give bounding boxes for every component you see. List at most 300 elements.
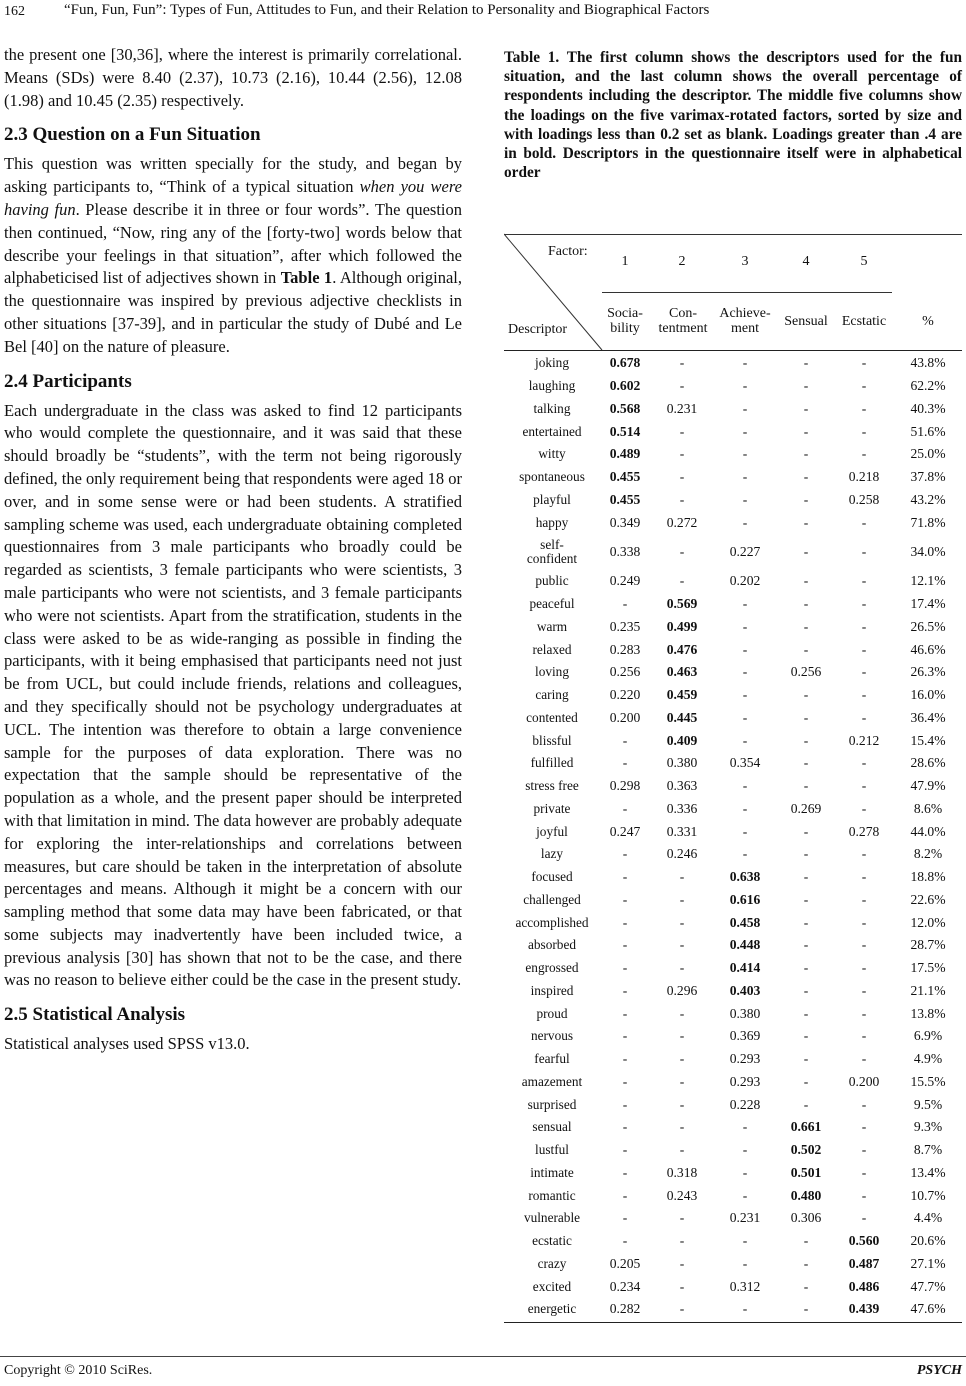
loading-cell-factor-2: 0.243 bbox=[666, 1187, 698, 1203]
percent-cell: 51.6% bbox=[910, 423, 946, 439]
percent-cell: 46.6% bbox=[910, 641, 946, 657]
descriptor-cell: peaceful bbox=[529, 596, 575, 612]
descriptor-cell: romantic bbox=[528, 1187, 576, 1203]
factor-name-contentment: Con- tentment bbox=[658, 306, 708, 336]
journal-name: PSYCH bbox=[916, 1363, 962, 1378]
loading-cell-factor-1: 0.282 bbox=[609, 1301, 641, 1317]
loading-cell-factor-3: 0.616 bbox=[729, 891, 761, 907]
table-row bbox=[504, 980, 962, 1003]
loading-cell-factor-5: - bbox=[861, 1096, 867, 1112]
loading-cell-factor-5: 0.258 bbox=[848, 491, 880, 507]
loading-cell-factor-2: - bbox=[679, 573, 685, 589]
table-row bbox=[504, 934, 962, 957]
percent-cell: 9.5% bbox=[913, 1096, 943, 1112]
percent-cell: 47.6% bbox=[910, 1301, 946, 1317]
loading-cell-factor-2: 0.499 bbox=[666, 618, 698, 634]
loading-cell-factor-5: - bbox=[861, 914, 867, 930]
loading-cell-factor-5: - bbox=[861, 664, 867, 680]
loading-cell-factor-2: 0.318 bbox=[666, 1164, 698, 1180]
percent-cell: 12.0% bbox=[910, 914, 946, 930]
descriptor-cell: entertained bbox=[522, 423, 582, 439]
factor-loadings-table bbox=[504, 228, 962, 1324]
loading-cell-factor-5: - bbox=[861, 778, 867, 794]
table-caption-block bbox=[504, 48, 962, 182]
loading-cell-factor-1: 0.235 bbox=[609, 618, 641, 634]
factor-name-sociability: Socia- bility bbox=[607, 306, 643, 336]
percent-cell: 8.2% bbox=[913, 846, 943, 862]
loading-cell-factor-2: - bbox=[679, 1233, 685, 1249]
loading-cell-factor-5: - bbox=[861, 446, 867, 462]
loading-cell-factor-1: 0.220 bbox=[609, 687, 641, 703]
loading-cell-factor-1: 0.514 bbox=[609, 423, 641, 439]
descriptor-cell: spontaneous bbox=[519, 469, 585, 485]
factor-name-sensual: Sensual bbox=[784, 314, 828, 329]
loading-cell-factor-4: - bbox=[803, 891, 809, 907]
loading-cell-factor-2: 0.459 bbox=[666, 687, 698, 703]
loading-cell-factor-4: - bbox=[803, 1028, 809, 1044]
percent-cell: 26.5% bbox=[910, 618, 946, 634]
table-row bbox=[504, 957, 962, 980]
loading-cell-factor-2: 0.331 bbox=[666, 823, 698, 839]
descriptor-cell: challenged bbox=[523, 891, 581, 907]
loading-cell-factor-3: - bbox=[742, 618, 748, 634]
table-row bbox=[504, 420, 962, 443]
loading-cell-factor-2: - bbox=[679, 1210, 685, 1226]
loading-cell-factor-1: - bbox=[622, 1187, 628, 1203]
loading-cell-factor-1: - bbox=[622, 755, 628, 771]
loading-cell-factor-1: - bbox=[622, 596, 628, 612]
loading-cell-factor-4: - bbox=[803, 469, 809, 485]
descriptor-cell: public bbox=[535, 573, 569, 589]
section-2-3-text-b: . Please describe it in three or four words”. The question then continued, “Now, ring any of the [forty-two] words below that describe your feelings in that situation”, after which followed the alphabeticised list of adjectives shown in bbox=[4, 199, 462, 288]
percent-cell: 44.0% bbox=[910, 823, 946, 839]
table-row bbox=[504, 352, 962, 375]
loading-cell-factor-2: - bbox=[679, 423, 685, 439]
loading-cell-factor-1: 0.602 bbox=[609, 378, 641, 394]
loading-cell-factor-2: - bbox=[679, 1255, 685, 1271]
page-number: 162 bbox=[4, 4, 25, 19]
loading-cell-factor-4: - bbox=[803, 573, 809, 589]
descriptor-cell: crazy bbox=[537, 1255, 567, 1271]
loading-cell-factor-5: - bbox=[861, 1142, 867, 1158]
table-row bbox=[504, 1298, 962, 1321]
loading-cell-factor-1: 0.678 bbox=[609, 355, 641, 371]
loading-cell-factor-3: - bbox=[742, 1187, 748, 1203]
loading-cell-factor-1: - bbox=[622, 869, 628, 885]
loading-cell-factor-5: - bbox=[861, 937, 867, 953]
descriptor-cell: laughing bbox=[528, 378, 576, 394]
loading-cell-factor-3: - bbox=[742, 800, 748, 816]
percent-cell: 22.6% bbox=[910, 891, 946, 907]
descriptor-cell: warm bbox=[536, 618, 568, 634]
loading-cell-factor-5: - bbox=[861, 687, 867, 703]
table-row bbox=[504, 375, 962, 398]
loading-cell-factor-1: - bbox=[622, 914, 628, 930]
header-bottom-rule bbox=[504, 350, 962, 351]
loading-cell-factor-5: - bbox=[861, 1164, 867, 1180]
loading-cell-factor-3: - bbox=[742, 1142, 748, 1158]
table-row bbox=[504, 1253, 962, 1276]
loading-cell-factor-2: - bbox=[679, 446, 685, 462]
table-row bbox=[504, 1071, 962, 1094]
loading-cell-factor-3: - bbox=[742, 1255, 748, 1271]
loading-cell-factor-4: - bbox=[803, 1301, 809, 1317]
loading-cell-factor-3: - bbox=[742, 469, 748, 485]
loading-cell-factor-3: - bbox=[742, 400, 748, 416]
table-row bbox=[504, 1275, 962, 1298]
percent-cell: 9.3% bbox=[913, 1119, 943, 1135]
descriptor-cell: vulnerable bbox=[523, 1210, 581, 1226]
descriptor-cell: witty bbox=[538, 446, 566, 462]
loading-cell-factor-5: - bbox=[861, 1051, 867, 1067]
loading-cell-factor-4: - bbox=[803, 1051, 809, 1067]
header-mid-rule bbox=[602, 292, 892, 293]
loading-cell-factor-3: 0.231 bbox=[729, 1210, 761, 1226]
loading-cell-factor-4: - bbox=[803, 491, 809, 507]
copyright: Copyright © 2010 SciRes. bbox=[4, 1363, 153, 1378]
percent-cell: 40.3% bbox=[910, 400, 946, 416]
loading-cell-factor-5: 0.486 bbox=[848, 1278, 880, 1294]
loading-cell-factor-5: - bbox=[861, 355, 867, 371]
descriptor-cell: happy bbox=[535, 514, 569, 530]
loading-cell-factor-4: - bbox=[803, 778, 809, 794]
loading-cell-factor-3: - bbox=[742, 846, 748, 862]
loading-cell-factor-5: 0.487 bbox=[848, 1255, 880, 1271]
section-2-3-paragraph bbox=[4, 153, 462, 358]
percent-cell: 28.7% bbox=[910, 937, 946, 953]
descriptor-cell: engrossed bbox=[525, 960, 579, 976]
descriptor-cell: sensual bbox=[532, 1119, 572, 1135]
table-row bbox=[504, 489, 962, 512]
loading-cell-factor-5: 0.439 bbox=[848, 1301, 880, 1317]
loading-cell-factor-3: 0.414 bbox=[729, 960, 761, 976]
descriptor-cell: intimate bbox=[530, 1164, 574, 1180]
intro-paragraph: the present one [30,36], where the interest is primarily correlational. Means (SDs) were 8.40 (2.37), 10.73 (2.16), 10.44 (2.56), 12.08 (1.98) and 10.45 (2.35) respectively. bbox=[4, 45, 462, 110]
loading-cell-factor-4: - bbox=[803, 732, 809, 748]
percent-cell: 18.8% bbox=[910, 869, 946, 885]
descriptor-cell: relaxed bbox=[532, 641, 572, 657]
loading-cell-factor-1: - bbox=[622, 1164, 628, 1180]
table-row bbox=[504, 1162, 962, 1185]
factor-name-achievement: Achieve- ment bbox=[719, 306, 771, 336]
loading-cell-factor-2: 0.272 bbox=[666, 514, 698, 530]
loading-cell-factor-1: 0.249 bbox=[609, 573, 641, 589]
loading-cell-factor-4: 0.501 bbox=[790, 1164, 822, 1180]
loading-cell-factor-1: 0.205 bbox=[609, 1255, 641, 1271]
loading-cell-factor-5: - bbox=[861, 596, 867, 612]
percent-cell: 62.2% bbox=[910, 378, 946, 394]
loading-cell-factor-5: - bbox=[861, 514, 867, 530]
loading-cell-factor-1: - bbox=[622, 937, 628, 953]
factor-number-3: 3 bbox=[741, 254, 749, 269]
table-row bbox=[504, 661, 962, 684]
loading-cell-factor-5: - bbox=[861, 960, 867, 976]
loading-cell-factor-1: 0.298 bbox=[609, 778, 641, 794]
descriptor-cell: talking bbox=[533, 400, 571, 416]
loading-cell-factor-1: - bbox=[622, 1051, 628, 1067]
loading-cell-factor-4: - bbox=[803, 1278, 809, 1294]
percent-cell: 15.5% bbox=[910, 1073, 946, 1089]
table-row bbox=[504, 1207, 962, 1230]
loading-cell-factor-4: - bbox=[803, 400, 809, 416]
percent-cell: 13.4% bbox=[910, 1164, 946, 1180]
descriptor-cell: absorbed bbox=[528, 937, 576, 953]
loading-cell-factor-5: - bbox=[861, 378, 867, 394]
loading-cell-factor-1: - bbox=[622, 982, 628, 998]
section-2-3-heading: 2.3 Question on a Fun Situation bbox=[4, 124, 261, 146]
factor-label: Factor: bbox=[548, 244, 588, 259]
section-2-3-text-c: . Although original, the questionnaire was inspired by previous adjective checklists in other situations [37-39], and in particular the study of Dubé and Le Bel [40] on the nature of pleasure. bbox=[4, 268, 463, 356]
running-title: “Fun, Fun, Fun”: Types of Fun, Attitudes to Fun, and their Relation to Personality and Biographical Factors bbox=[64, 2, 710, 18]
loading-cell-factor-1: 0.256 bbox=[609, 664, 641, 680]
table-body bbox=[504, 352, 962, 1321]
loading-cell-factor-3: - bbox=[742, 823, 748, 839]
loading-cell-factor-1: 0.489 bbox=[609, 446, 641, 462]
section-2-4-paragraph: Each undergraduate in the class was asked to find 12 participants who would complete the questionnaire, and it was said that these should broadly be “students”, with the term not being rigorously defined, the only requirement being that respondents were aged 18 or over, and in some sense were or had been students. A stratified sampling scheme was used, each undergraduate obtaining completed questionnaires from 3 male participants who broadly could be regarded as scientists, 3 female participants who were scientists, 3 male participants who were not scientists, and 3 female participants who were not scientists. Apart from the stratification, students in the class were asked to be as wide-ranging as possible in finding the participants, with it being emphasised that participants need not just be from UCL, but could include friends, relations and colleagues, and they specifically should not be psychology undergraduates at UCL. The intention was therefore to obtain a large convenience sample for the purposes of data exploration. There was no expectation that the sample should be representative of the population as a whole, and the present paper should be interpreted with that limitation in mind. The data however are probably adequate for exploring the inter-relationships and correlations between measures, but care should be taken in the interpretation of absolute percentages and means. Although it might be a concern with our sampling method that some data may have been fabricated, or that some subjects may inadvertently have been included twice, a previous analysis [30] has shown that not to be the case, and there was no reason to believe either could be the case in the present study. bbox=[4, 400, 462, 990]
table-row bbox=[504, 775, 962, 798]
loading-cell-factor-2: - bbox=[679, 1051, 685, 1067]
loading-cell-factor-3: - bbox=[742, 1164, 748, 1180]
loading-cell-factor-3: 0.228 bbox=[729, 1096, 761, 1112]
loading-cell-factor-2: 0.476 bbox=[666, 641, 698, 657]
descriptor-cell: nervous bbox=[530, 1028, 574, 1044]
percent-cell: 20.6% bbox=[910, 1233, 946, 1249]
loading-cell-factor-2: 0.296 bbox=[666, 982, 698, 998]
loading-cell-factor-5: 0.560 bbox=[848, 1233, 880, 1249]
table-row bbox=[504, 1116, 962, 1139]
loading-cell-factor-1: - bbox=[622, 1096, 628, 1112]
loading-cell-factor-3: 0.354 bbox=[729, 755, 761, 771]
loading-cell-factor-1: - bbox=[622, 1119, 628, 1135]
loading-cell-factor-3: 0.312 bbox=[729, 1278, 761, 1294]
table-row bbox=[504, 616, 962, 639]
loading-cell-factor-4: - bbox=[803, 1255, 809, 1271]
loading-cell-factor-4: 0.480 bbox=[790, 1187, 822, 1203]
loading-cell-factor-3: - bbox=[742, 1301, 748, 1317]
loading-cell-factor-2: - bbox=[679, 1028, 685, 1044]
loading-cell-factor-2: - bbox=[679, 937, 685, 953]
descriptor-cell: joyful bbox=[536, 823, 568, 839]
descriptor-label: Descriptor bbox=[508, 322, 568, 337]
table-row bbox=[504, 638, 962, 661]
table-row bbox=[504, 593, 962, 616]
loading-cell-factor-1: 0.455 bbox=[609, 469, 641, 485]
loading-cell-factor-5: - bbox=[861, 846, 867, 862]
loading-cell-factor-4: 0.306 bbox=[790, 1210, 822, 1226]
loading-cell-factor-1: 0.568 bbox=[609, 400, 641, 416]
loading-cell-factor-3: 0.293 bbox=[729, 1073, 761, 1089]
percent-cell: 4.4% bbox=[913, 1210, 943, 1226]
loading-cell-factor-5: - bbox=[861, 891, 867, 907]
loading-cell-factor-3: - bbox=[742, 446, 748, 462]
loading-cell-factor-3: 0.293 bbox=[729, 1051, 761, 1067]
descriptor-cell: blissful bbox=[532, 732, 572, 748]
table-row bbox=[504, 752, 962, 775]
percent-cell: 12.1% bbox=[910, 573, 946, 589]
percent-cell: 28.6% bbox=[910, 755, 946, 771]
loading-cell-factor-1: 0.247 bbox=[609, 823, 641, 839]
descriptor-cell: ecstatic bbox=[532, 1233, 572, 1249]
loading-cell-factor-1: - bbox=[622, 1005, 628, 1021]
loading-cell-factor-5: - bbox=[861, 641, 867, 657]
table-row bbox=[504, 820, 962, 843]
loading-cell-factor-5: 0.278 bbox=[848, 823, 880, 839]
percent-cell: 26.3% bbox=[910, 664, 946, 680]
percent-cell: 27.1% bbox=[910, 1255, 946, 1271]
loading-cell-factor-4: - bbox=[803, 544, 809, 559]
table-row bbox=[504, 1184, 962, 1207]
loading-cell-factor-4: - bbox=[803, 914, 809, 930]
loading-cell-factor-5: - bbox=[861, 618, 867, 634]
percent-cell: 6.9% bbox=[913, 1028, 943, 1044]
descriptor-cell: loving bbox=[535, 664, 569, 680]
loading-cell-factor-4: - bbox=[803, 982, 809, 998]
percent-cell: 8.6% bbox=[913, 800, 943, 816]
section-2-4-heading: 2.4 Participants bbox=[4, 370, 132, 392]
percent-cell: 43.8% bbox=[910, 355, 946, 371]
percent-cell: 37.8% bbox=[910, 469, 946, 485]
loading-cell-factor-2: - bbox=[679, 914, 685, 930]
loading-cell-factor-2: - bbox=[679, 544, 685, 559]
loading-cell-factor-2: 0.231 bbox=[666, 400, 698, 416]
percent-cell: 34.0% bbox=[910, 544, 946, 559]
loading-cell-factor-3: - bbox=[742, 596, 748, 612]
loading-cell-factor-4: - bbox=[803, 596, 809, 612]
descriptor-cell: playful bbox=[533, 491, 571, 507]
loading-cell-factor-2: 0.569 bbox=[666, 596, 698, 612]
table-row bbox=[504, 443, 962, 466]
table-row bbox=[504, 511, 962, 534]
loading-cell-factor-5: - bbox=[861, 1005, 867, 1021]
percent-cell: 43.2% bbox=[910, 491, 946, 507]
loading-cell-factor-2: - bbox=[679, 378, 685, 394]
loading-cell-factor-3: - bbox=[742, 664, 748, 680]
table-row bbox=[504, 729, 962, 752]
loading-cell-factor-3: 0.638 bbox=[729, 869, 761, 885]
loading-cell-factor-4: - bbox=[803, 355, 809, 371]
loading-cell-factor-3: 0.202 bbox=[729, 573, 761, 589]
factor-name-ecstatic: Ecstatic bbox=[841, 314, 887, 329]
loading-cell-factor-1: 0.349 bbox=[609, 514, 641, 530]
loading-cell-factor-1: 0.338 bbox=[609, 544, 641, 559]
loading-cell-factor-4: - bbox=[803, 755, 809, 771]
loading-cell-factor-2: - bbox=[679, 1073, 685, 1089]
table-row bbox=[504, 1139, 962, 1162]
descriptor-cell: private bbox=[533, 800, 571, 816]
table-row bbox=[504, 398, 962, 421]
loading-cell-factor-5: - bbox=[861, 1119, 867, 1135]
loading-cell-factor-2: 0.409 bbox=[666, 732, 698, 748]
table-row bbox=[504, 1230, 962, 1253]
section-2-3-text-a: This question was written specially for the study, and began by asking participants to, “Think of a typical situation bbox=[4, 154, 462, 197]
descriptor-cell: self- confident bbox=[526, 537, 578, 566]
loading-cell-factor-3: 0.448 bbox=[729, 937, 761, 953]
descriptor-cell: fearful bbox=[534, 1051, 570, 1067]
descriptor-cell: inspired bbox=[530, 982, 574, 998]
loading-cell-factor-2: - bbox=[679, 1119, 685, 1135]
loading-cell-factor-1: - bbox=[622, 1233, 628, 1249]
factor-number-4: 4 bbox=[802, 254, 810, 269]
loading-cell-factor-4: - bbox=[803, 423, 809, 439]
loading-cell-factor-3: - bbox=[742, 1233, 748, 1249]
percent-header: % bbox=[922, 314, 934, 329]
loading-cell-factor-2: - bbox=[679, 1096, 685, 1112]
loading-cell-factor-3: - bbox=[742, 709, 748, 725]
percent-cell: 25.0% bbox=[910, 446, 946, 462]
loading-cell-factor-3: - bbox=[742, 355, 748, 371]
section-2-5-paragraph: Statistical analyses used SPSS v13.0. bbox=[4, 1034, 250, 1054]
descriptor-cell: joking bbox=[535, 355, 569, 371]
percent-cell: 8.7% bbox=[913, 1142, 943, 1158]
loading-cell-factor-5: 0.200 bbox=[848, 1073, 880, 1089]
descriptor-cell: focused bbox=[531, 869, 573, 885]
table-bottom-rule bbox=[504, 1322, 962, 1323]
loading-cell-factor-4: - bbox=[803, 1073, 809, 1089]
loading-cell-factor-2: - bbox=[679, 1278, 685, 1294]
descriptor-cell: stress free bbox=[525, 778, 579, 794]
factor-number-1: 1 bbox=[621, 254, 629, 269]
table-row bbox=[504, 570, 962, 593]
loading-cell-factor-5: - bbox=[861, 755, 867, 771]
descriptor-cell: surprised bbox=[527, 1096, 577, 1112]
loading-cell-factor-3: 0.380 bbox=[729, 1005, 761, 1021]
percent-cell: 21.1% bbox=[910, 982, 946, 998]
descriptor-cell: energetic bbox=[527, 1301, 577, 1317]
loading-cell-factor-4: - bbox=[803, 960, 809, 976]
loading-cell-factor-3: 0.403 bbox=[729, 982, 761, 998]
loading-cell-factor-3: - bbox=[742, 778, 748, 794]
loading-cell-factor-3: 0.369 bbox=[729, 1028, 761, 1044]
percent-cell: 13.8% bbox=[910, 1005, 946, 1021]
percent-cell: 71.8% bbox=[910, 514, 946, 530]
loading-cell-factor-2: - bbox=[679, 469, 685, 485]
loading-cell-factor-4: - bbox=[803, 1005, 809, 1021]
loading-cell-factor-2: - bbox=[679, 1142, 685, 1158]
loading-cell-factor-4: - bbox=[803, 514, 809, 530]
loading-cell-factor-1: - bbox=[622, 1210, 628, 1226]
table-row bbox=[504, 1048, 962, 1071]
loading-cell-factor-3: - bbox=[742, 423, 748, 439]
loading-cell-factor-4: - bbox=[803, 1096, 809, 1112]
percent-cell: 16.0% bbox=[910, 687, 946, 703]
loading-cell-factor-1: - bbox=[622, 846, 628, 862]
loading-cell-factor-4: - bbox=[803, 641, 809, 657]
table-row bbox=[504, 534, 962, 570]
loading-cell-factor-5: 0.218 bbox=[848, 469, 880, 485]
percent-cell: 17.5% bbox=[910, 960, 946, 976]
loading-cell-factor-2: - bbox=[679, 869, 685, 885]
table-row bbox=[504, 707, 962, 730]
loading-cell-factor-1: - bbox=[622, 1142, 628, 1158]
page-header bbox=[0, 0, 966, 30]
section-2-3-emphasis: when you were having fun bbox=[4, 177, 462, 219]
loading-cell-factor-4: - bbox=[803, 446, 809, 462]
loading-cell-factor-5: - bbox=[861, 709, 867, 725]
loading-cell-factor-5: - bbox=[861, 1187, 867, 1203]
descriptor-cell: amazement bbox=[521, 1073, 583, 1089]
loading-cell-factor-4: - bbox=[803, 1233, 809, 1249]
loading-cell-factor-3: - bbox=[742, 732, 748, 748]
loading-cell-factor-5: - bbox=[861, 869, 867, 885]
loading-cell-factor-5: - bbox=[861, 423, 867, 439]
percent-cell: 15.4% bbox=[910, 732, 946, 748]
descriptor-cell: contented bbox=[526, 709, 578, 725]
loading-cell-factor-2: 0.463 bbox=[666, 664, 698, 680]
loading-cell-factor-2: 0.445 bbox=[666, 709, 698, 725]
loading-cell-factor-5: - bbox=[861, 982, 867, 998]
table-row bbox=[504, 1093, 962, 1116]
loading-cell-factor-4: 0.256 bbox=[790, 664, 822, 680]
